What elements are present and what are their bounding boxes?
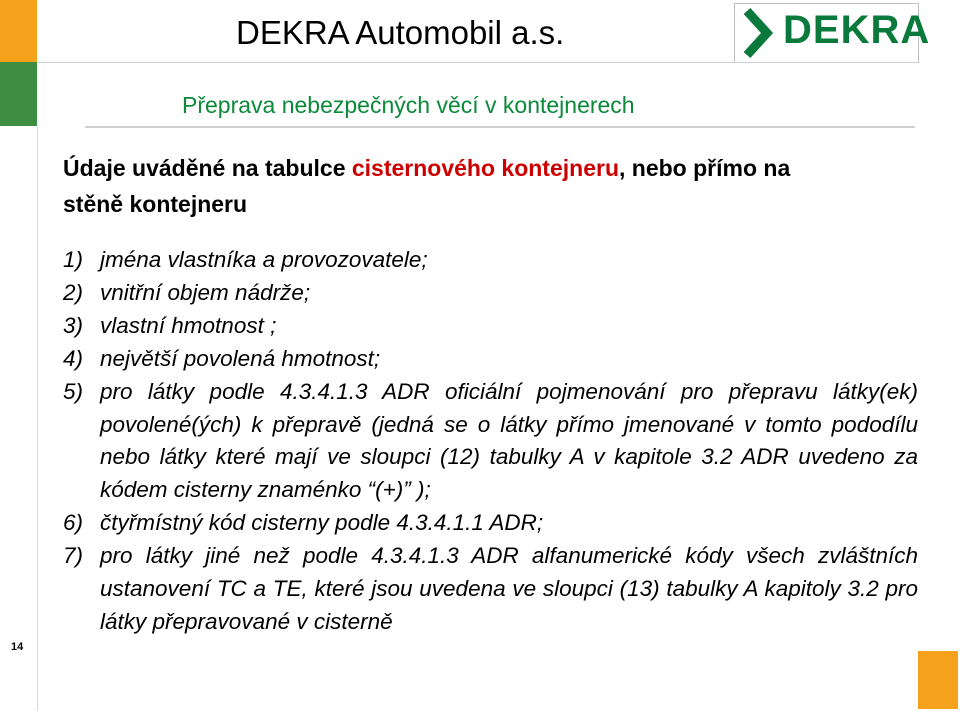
slide-heading [63,150,823,222]
header-divider [37,62,917,63]
data-list [63,244,918,639]
list-item [63,376,918,508]
section-separator [85,126,915,128]
list-item [63,507,918,540]
list-item-text: čtyřmístný kód cisterny podle 4.3.4.1.1 ADR; [100,510,544,536]
list-item-number: 5) [63,378,84,404]
dekra-logo [734,3,931,63]
list-item-number: 1) [63,247,84,272]
list-item [63,310,918,343]
list-item-text: vlastní hmotnost ; [100,312,277,338]
list-item-number: 4) [63,345,84,371]
logo-wordmark: DEKRA [783,8,931,52]
list-item [63,277,918,310]
company-title: DEKRA Automobil a.s. [236,14,565,51]
list-item-text: pro látky jiné než podle 4.3.4.1.3 ADR alfanumerické kódy všech zvláštních ustanovení TC a TE, které jsou uvedena ve sloupci (13) tabulky A kapitoly 3.2 pro látky přepravované v cisterně [100,543,918,634]
list-item-number: 7) [63,543,84,569]
orange-corner-bar [0,0,37,62]
list-item [63,540,918,639]
list-item [63,343,918,376]
list-item-text: pro látky podle 4.3.4.1.3 ADR oficiální pojmenování pro přepravu látky(ek) povolené(ých) k přepravě (jedná se o látky přímo jmenované v tomto pododílu nebo látky které mají ve sloupci (12) tabulky A v kapitole 3.2 ADR uvedeno za kódem cisterny znaménko “(+)” ); [100,378,918,503]
heading-part1: Údaje uváděné na tabulce [63,155,352,181]
dekra-logo-icon [741,7,781,59]
orange-corner-square [918,651,958,709]
list-item-text: největší povolená hmotnost; [100,345,381,371]
heading-part2: , nebo přímo na stěně kontejneru [63,155,791,217]
heading-accent: cisternového kontejneru [351,155,619,181]
slide-subtitle: Přeprava nebezpečných věcí v kontejnerech [182,92,635,118]
list-item-text: jména vlastníka a provozovatele; [100,247,428,272]
list-item [63,244,918,277]
green-accent-bar [0,62,37,126]
page-number: 14 [11,641,24,653]
list-item-text: vnitřní objem nádrže; [100,279,311,305]
list-item-number: 6) [63,510,84,536]
list-item-number: 3) [63,312,84,338]
left-margin-strip [0,126,38,711]
list-item-number: 2) [63,279,84,305]
